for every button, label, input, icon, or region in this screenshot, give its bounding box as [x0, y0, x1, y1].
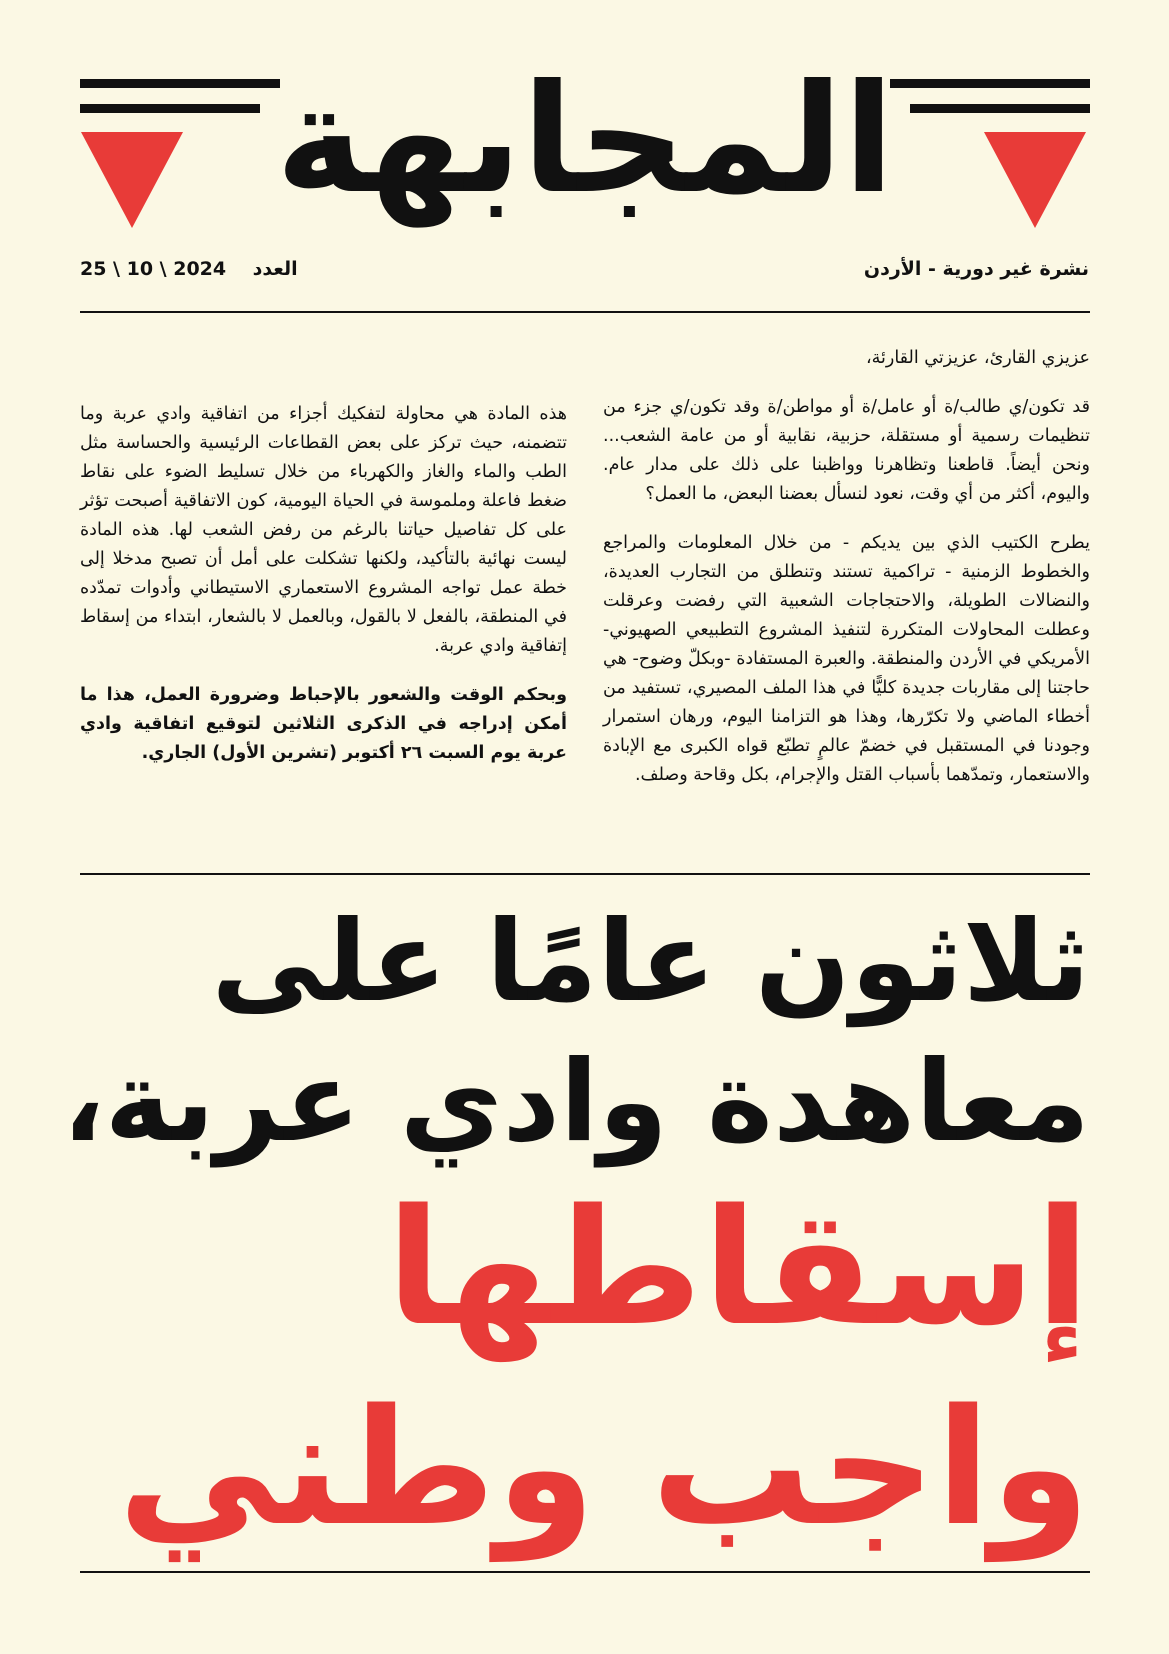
header-divider — [80, 311, 1090, 313]
headline-line-4: واجب وطني — [117, 1374, 1090, 1561]
column-left — [80, 400, 567, 788]
column-left-paragraph-1: هذه المادة هي محاولة لتفكيك أجزاء من اتفاقية وادي عربة وما تتضمنه، حيث تركز على بعض القطاعات الرئيسية والحساسة مثل الطب والماء والغاز والكهرباء من خلال تسليط الضوء على نقاط ضغط فاعلة وملموسة في الحياة اليومية، كون الاتفاقية أصبحت تؤثر على كل تفاصيل حياتنا بالرغم من رفض الشعب لها. هذه المادة ليست نهائية بالتأكيد، ولكنها تشكلت على أمل أن تصبح مدخلا إلى خطة عمل تواجه المشروع الاستعماري الاستيطاني وأدوات تمدّده في المنطقة، بالفعل لا بالقول، وبالعمل لا بالشعار، ابتداء من إسقاط إتفاقية وادي عربة. — [80, 404, 567, 656]
column-right-paragraph-2: يطرح الكتيب الذي بين يديكم - من خلال المعلومات والمراجع والخطوط الزمنية - تراكمية تستند وتنطلق من التجارب العديدة، والنضالات الطويلة، والاحتجاجات الشعبية التي رفضت وعرقلت وعطلت المحاولات المتكررة لتنفيذ المشروع التطبيعي الصهيوني-الأمريكي في الأردن والمنطقة. والعبرة المستفادة -وبكلّ وضوح- هي حاجتنا إلى مقاربات جديدة كليًّا في هذا الملف المصيري، تستفيد من أخطاء الماضي ولا تكرّرها، وهذا هو التزامنا اليوم، ورهان استمرار وجودنا في المستقبل في خضمّ عالمٍ تطبّع قواه الكبرى مع الإبادة والاستعمار، وتمدّهما بأسباب القتل والإجرام، بكل وقاحة وصلف. — [603, 533, 1090, 785]
masthead-title: المجابهة — [275, 53, 895, 227]
body-divider — [80, 873, 1090, 875]
headline-line-2: معاهدة وادي عربة، — [62, 1037, 1090, 1167]
column-right-paragraph-1: قد تكون/ي طالب/ة أو عامل/ة أو مواطن/ة وقد تكون/ي جزء من تنظيمات رسمية أو مستقلة، حزبية، نقابية أو من عامة الشعب... ونحن أيضاً. قاطعنا وتظاهرنا وواظبنا على ذلك على مدار عام. واليوم، أكثر من أي وقت، نعود لنسأل بعضنا البعض، ما العمل؟ — [603, 397, 1090, 504]
headline-line-1: ثلاثون عامًا على — [211, 897, 1090, 1027]
issue-date: 25 \ 10 \ 2024 — [80, 258, 227, 280]
footer-divider — [80, 1571, 1090, 1573]
column-left-paragraph-2: وبحكم الوقت والشعور بالإحباط وضرورة العمل، هذا ما أمكن إدراجه في الذكرى الثلاثين لتوقيع اتفاقية وادي عربة يوم السبت ٢٦ أكتوبر (تشرين الأول) الجاري. — [80, 685, 567, 763]
greeting: عزيزي القارئ، عزيزتي القارئة، — [866, 348, 1090, 368]
issue-label: العدد — [252, 258, 298, 280]
red-triangle-left-icon — [81, 132, 183, 228]
column-right — [603, 344, 1090, 810]
red-triangle-right-icon — [984, 132, 1086, 228]
tagline: نشرة غير دورية - الأردن — [863, 258, 1089, 280]
issue-info — [80, 258, 298, 280]
headline-line-3: إسقاطها — [386, 1174, 1090, 1361]
